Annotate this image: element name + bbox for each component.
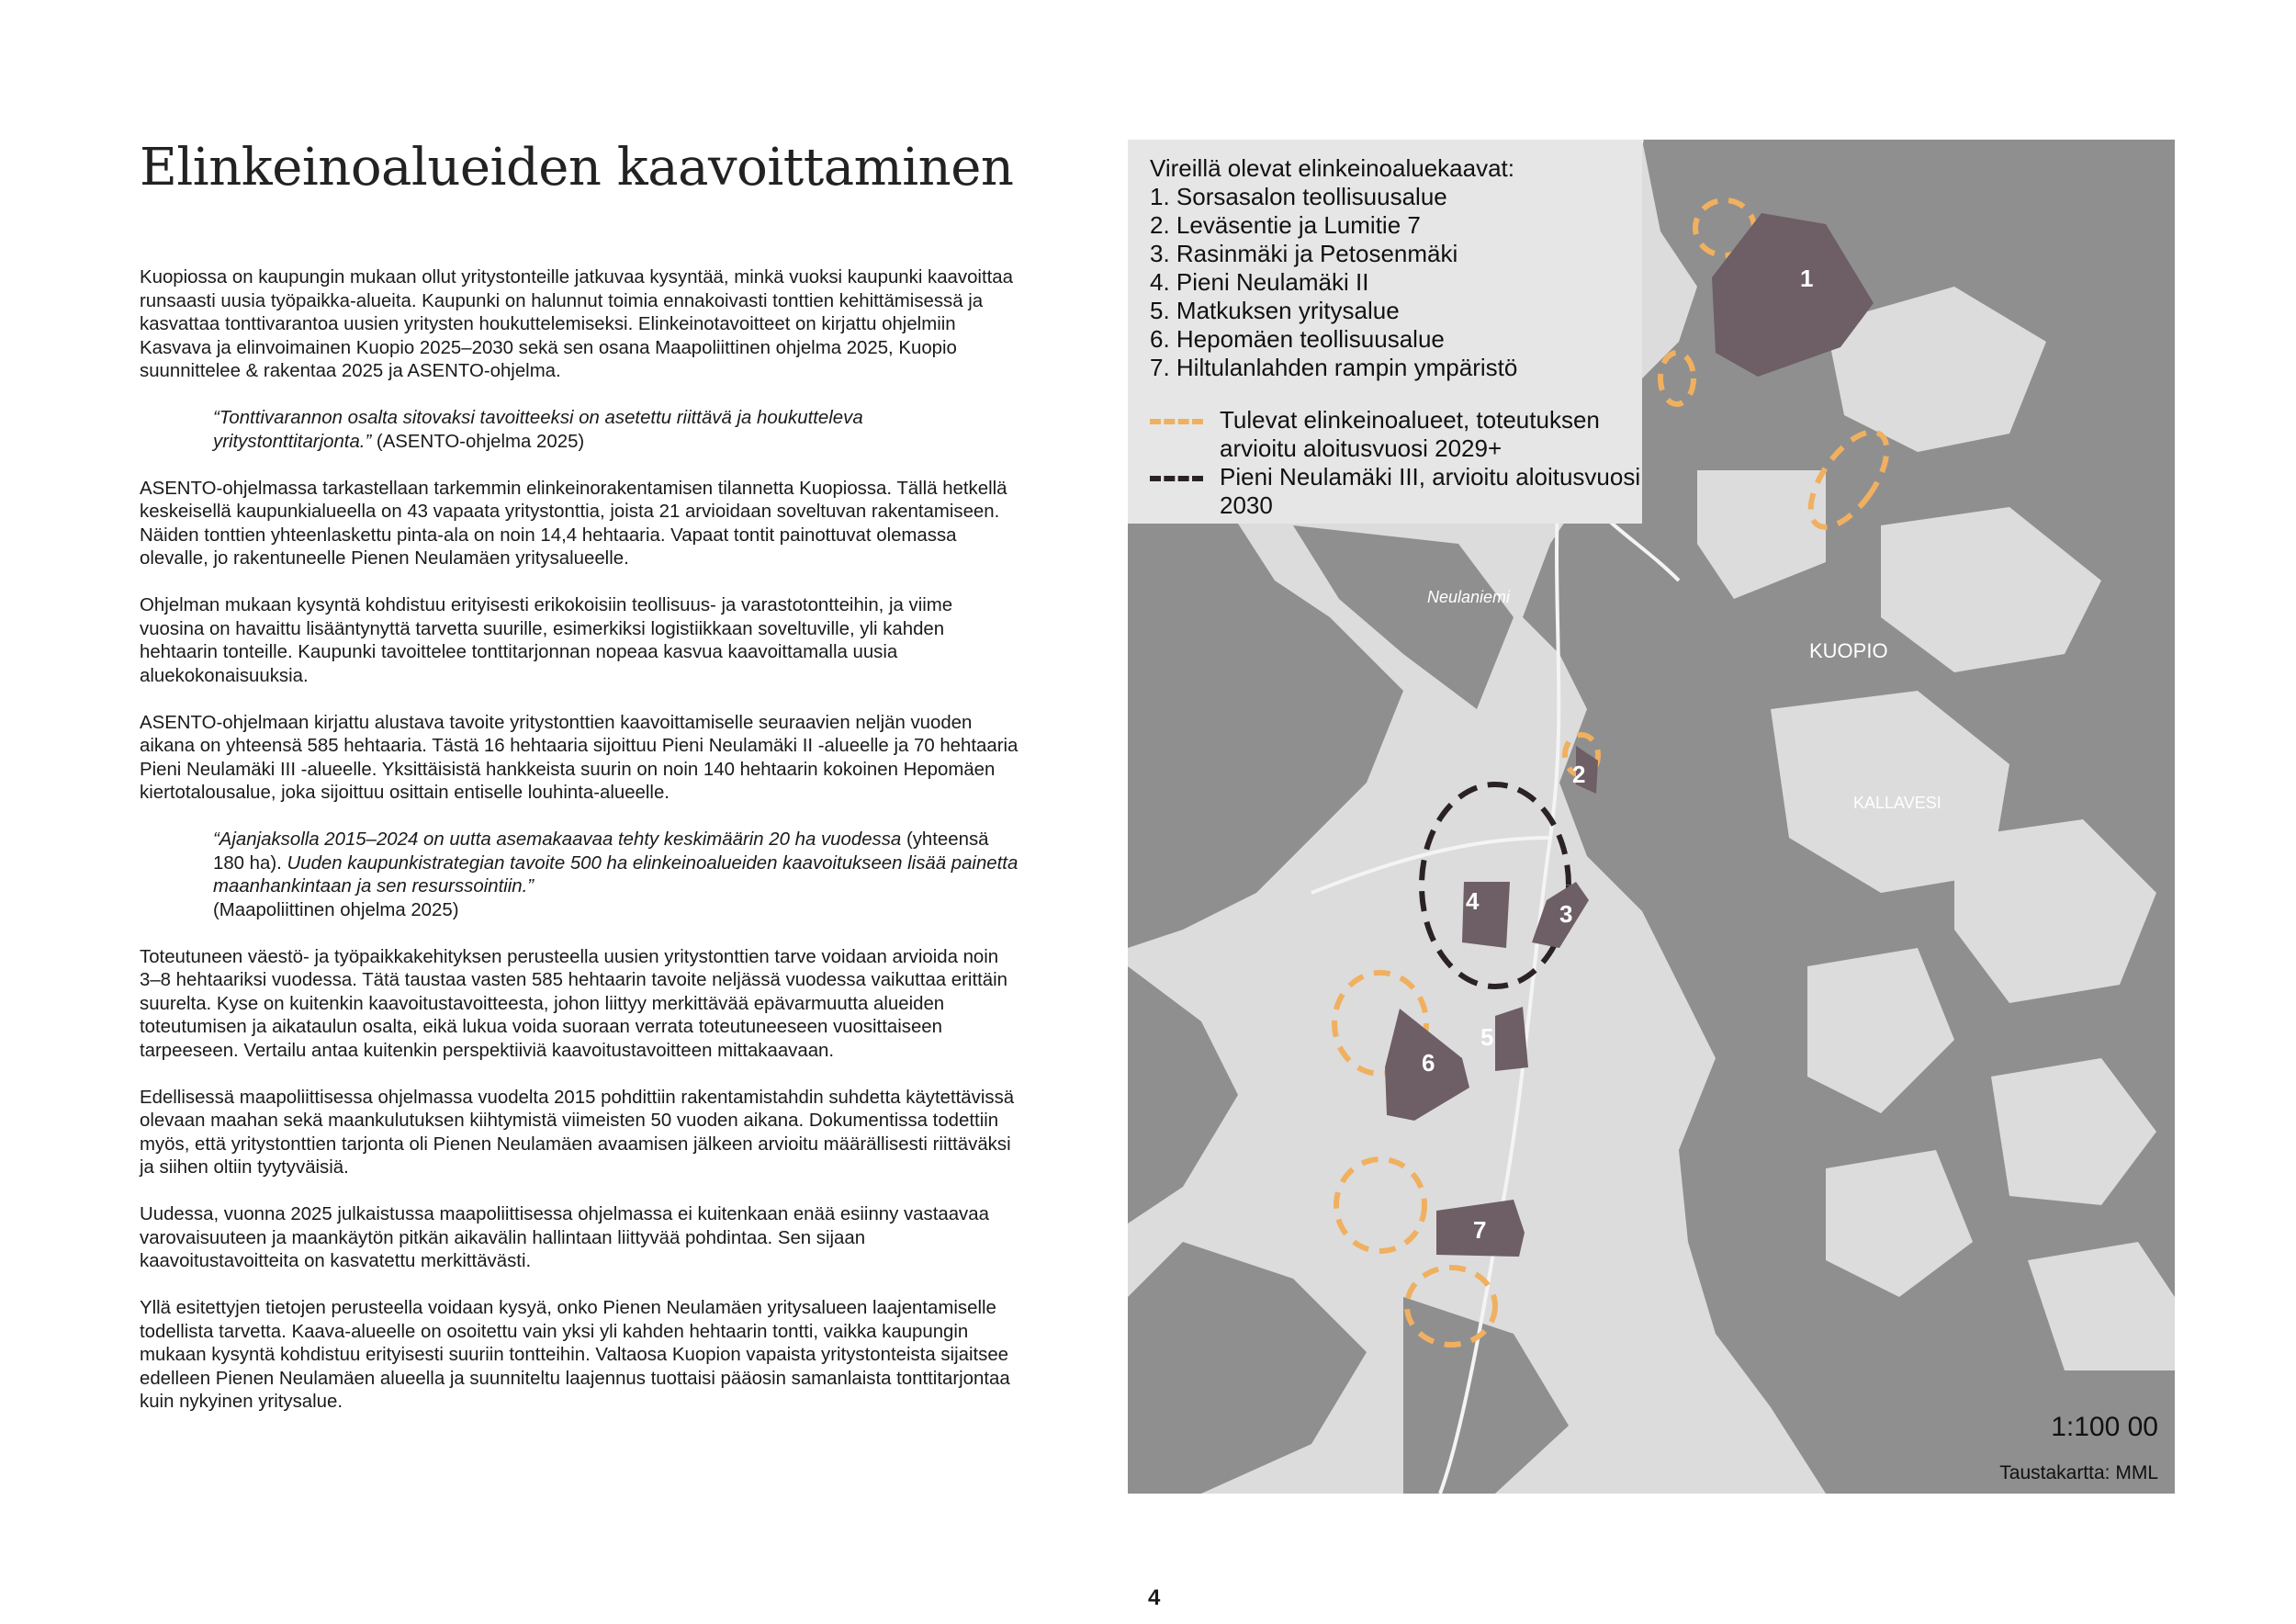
legend-item: 3. Rasinmäki ja Petosenmäki xyxy=(1150,240,1458,267)
quote-text: Uuden kaupunkistrategian tavoite 500 ha elinkeinoalueiden kaavoitukseen lisää painetta maanhankintaan ja sen resurssointiin.” xyxy=(213,852,1019,897)
legend-item: 7. Hiltulanlahden rampin ympäristö xyxy=(1150,354,1518,381)
legend-list xyxy=(1150,154,1517,382)
quote-maapoliittinen xyxy=(213,829,1021,922)
legend-item: 1. Sorsasalon teollisuusalue xyxy=(1150,183,1447,210)
paragraph: ASENTO-ohjelmassa tarkastellaan tarkemmin elinkeinorakentamisen tilannetta Kuopiossa. Tällä hetkellä keskeisellä kaupunkialueella on 43 vapaata yritystonttia, joista 21 arvioidaan soveltuvan rakentamiseen. Näiden tonttien yhteenlaskettu pinta-ala on noin 14,4 hehtaaria. Vapaat tontit painottuvat olemassa olevalle, jo rakentuneelle Pienen Neulamäen yritysalueelle. xyxy=(140,478,1007,569)
quote-text: “Tonttivarannon osalta sitovaksi tavoitteeksi on asetettu riittävä ja houkutteleva yritystonttitarjonta.” xyxy=(213,408,863,452)
area-label-1: 1 xyxy=(1800,265,1814,292)
map-credit: Taustakartta: MML xyxy=(1999,1462,2158,1483)
area-5 xyxy=(1495,1007,1528,1071)
area-label-5: 5 xyxy=(1480,1023,1494,1051)
place-label-kallavesi: KALLAVESI xyxy=(1853,794,1941,812)
quote-source: (Maapoliittinen ohjelma 2025) xyxy=(213,899,459,920)
area-label-2: 2 xyxy=(1572,761,1586,788)
area-label-7: 7 xyxy=(1473,1216,1487,1244)
legend-heading: Vireillä olevat elinkeinoaluekaavat: xyxy=(1150,154,1514,182)
paragraph: Kuopiossa on kaupungin mukaan ollut yritystonteille jatkuvaa kysyntää, minkä vuoksi kaupunki kaavoittaa runsaasti uusia työpaikka-alueita. Kaupunki on halunnut toimia ennakoivasti tonttien kehittämisessä ja kasvattaa tonttivarantoa uusien yritysten houkuttelemiseksi. Elinkeinotavoitteet on kirjattu ohjelmiin Kasvava ja elinvoimainen Kuopio 2025–2030 sekä sen osana Maapoliittinen ohjelma 2025, Kuopio suunnittelee & rakentaa 2025 ja ASENTO-ohjelma. xyxy=(140,267,1013,381)
paragraph: Yllä esitettyjen tietojen perusteella voidaan kysyä, onko Pienen Neulamäen yritysalueen laajentamiselle todellista tarvetta. Kaava-alueelle on osoitettu vain yksi yli kahden hehtaarin tontti, vaikka kaupungin mukaan kysyntä kohdistuu erityisesti suuriin tontteihin. Valtaosa Kuopion vapaista yritystonteista sijaitsee edelleen Pienen Neulamäen alueella ja suunniteltu laajennus tuottaisi pääosin samanlaista tonttitarjontaa kuin nykyinen yritysalue. xyxy=(140,1298,1010,1412)
legend-item: 4. Pieni Neulamäki II xyxy=(1150,268,1369,296)
quote-source: (ASENTO-ohjelma 2025) xyxy=(371,431,585,452)
quote-asento xyxy=(213,407,1021,454)
page-number: 4 xyxy=(1148,1585,1161,1610)
map-legend xyxy=(1128,140,1642,524)
place-label-neulaniemi: Neulaniemi xyxy=(1427,588,1511,606)
legend-future-text: Tulevat elinkeinoalueet, toteutuksen arvioitu aloitusvuosi 2029+ xyxy=(1220,406,1600,462)
paragraph: Ohjelman mukaan kysyntä kohdistuu erityisesti erikokoisiin teollisuus- ja varastotontteihin, ja viime vuosina on havaittu lisääntynyttä tarvetta suurille, esimerkiksi logistiikkaan soveltuville, yli kahden hehtaarin tonteille. Kaupunki tavoittelee tonttitarjonnan nopeaa kasvua kaavoittamalla uusia aluekokonaisuuksia. xyxy=(140,595,953,686)
page-title: Elinkeinoalueiden kaavoittaminen xyxy=(140,138,1014,197)
quote-text-plain: (yhteensä 180 ha). xyxy=(213,829,989,874)
area-label-4: 4 xyxy=(1466,887,1480,915)
area-label-6: 6 xyxy=(1422,1049,1435,1077)
legend-item: 6. Hepomäen teollisuusalue xyxy=(1150,325,1445,353)
legend-item: 2. Leväsentie ja Lumitie 7 xyxy=(1150,211,1421,239)
legend-item: 5. Matkuksen yritysalue xyxy=(1150,297,1400,324)
paragraph: ASENTO-ohjelmaan kirjattu alustava tavoite yritystonttien kaavoittamiselle seuraavien neljän vuoden aikana on yhteensä 585 hehtaaria. Tästä 16 hehtaaria sijoittuu Pieni Neulamäki II -alueelle ja 70 hehtaaria Pieni Neulamäki III -alueelle. Yksittäisistä hankkeista suurin on noin 140 hehtaarin kokoinen Hepomäen kiertotalousalue, joka sijoittuu osittain entiselle louhinta-alueelle. xyxy=(140,712,1019,803)
zoning-map xyxy=(1128,140,2175,1494)
body-text xyxy=(140,266,1021,1438)
place-label-kuopio: KUOPIO xyxy=(1809,639,1888,662)
area-label-3: 3 xyxy=(1559,900,1573,928)
paragraph: Toteutuneen väestö- ja työpaikkakehityksen perusteella uusien yritystonttien tarve voidaan arvioida noin 3–8 hehtaariksi vuodessa. Tätä taustaa vasten 585 hehtaarin tavoite neljässä vuodessa vaikuttaa erittäin suurelta. Kyse on kuitenkin kaavoitustavoitteesta, johon liittyy merkittävää epävarmuutta alueiden toteutumisen ja aikataulun osalta, eikä lukua voida suoraan verrata toteutuneeseen vuosittaiseen tarpeeseen. Vertailu antaa kuitenkin perspektiiviä kaavoitustavoitteen mittakaavaan. xyxy=(140,946,1007,1061)
black-dash-swatch xyxy=(1150,476,1203,481)
paragraph: Edellisessä maapoliittisessa ohjelmassa vuodelta 2015 pohdittiin rakentamistahdin suhdetta käytettävissä olevaan maahan sekä maankulutuksen kiihtymistä viimeisten 50 vuoden aikana. Dokumentissa todettiin myös, että yritystonttien tarjonta oli Pienen Neulamäen avaamisen jälkeen arvioitu määrällisesti riittäväksi ja siihen oltiin tyytyväisiä. xyxy=(140,1087,1015,1178)
quote-text: “Ajanjaksolla 2015–2024 on uutta asemakaavaa tehty keskimäärin 20 ha vuodessa xyxy=(213,829,902,850)
legend-neulamaki-text: Pieni Neulamäki III, arvioitu aloitusvuosi 2030 xyxy=(1220,463,1641,519)
paragraph: Uudessa, vuonna 2025 julkaistussa maapoliittisessa ohjelmassa ei kuitenkaan enää esiinny vastaavaa varovaisuuteen ja maankäytön pitkän aikavälin hallintaan liittyvää pohdintaa. Sen sijaan kaavoitustavoitteita on kasvatettu merkittävästi. xyxy=(140,1204,989,1271)
map-scale: 1:100 00 xyxy=(2051,1412,2158,1442)
orange-dash-swatch xyxy=(1150,419,1203,424)
